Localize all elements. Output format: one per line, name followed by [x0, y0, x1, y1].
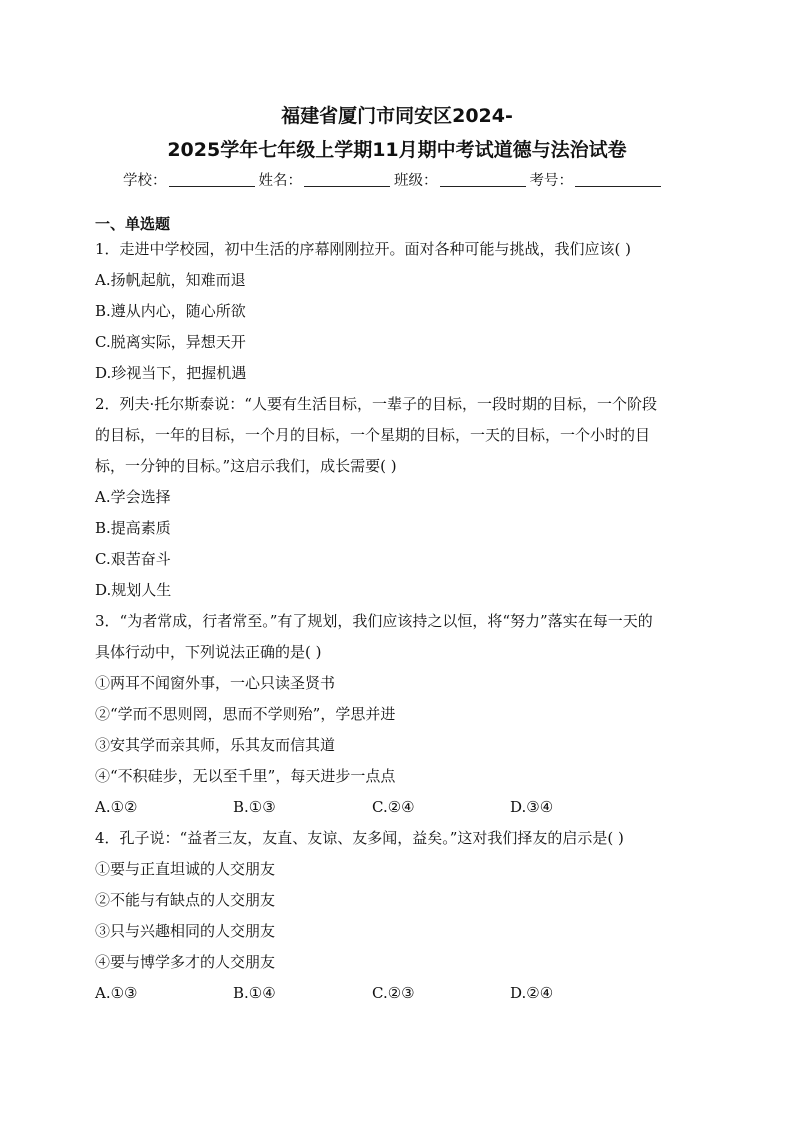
question-3-statement-4: ④“不积硅步，无以至千里”，每天进步一点点: [95, 767, 396, 785]
question-2-stem-line2: 的目标，一年的目标，一个月的目标，一个星期的目标，一天的目标，一个小时的目: [95, 426, 651, 444]
question-4-statement-4: ④要与博学多才的人交朋友: [95, 953, 276, 971]
class-blank[interactable]: [440, 172, 526, 187]
exam-number-label: 考号：: [529, 173, 573, 189]
question-3-option-a: A.①②: [95, 798, 138, 816]
question-3-stem-line1: 3．“为者常成，行者常至。”有了规划，我们应该持之以恒，将“努力”落实在每一天的: [95, 612, 653, 630]
question-4-option-c: C.②③: [372, 984, 415, 1002]
question-1-choice-c: C.脱离实际，异想天开: [95, 333, 246, 351]
question-1-stem: 1．走进中学校园，初中生活的序幕刚刚拉开。面对各种可能与挑战，我们应该( ): [95, 240, 632, 258]
question-3-option-d: D.③④: [510, 798, 554, 816]
class-label: 班级：: [394, 173, 438, 189]
question-4-statement-3: ③只与兴趣相同的人交朋友: [95, 922, 276, 940]
exam-number-blank[interactable]: [575, 172, 661, 187]
question-3-option-c: C.②④: [372, 798, 415, 816]
question-2-stem-line3: 标，一分钟的目标。”这启示我们，成长需要( ): [95, 457, 397, 475]
question-2-choice-d: D.规划人生: [95, 581, 172, 599]
question-1-choice-a: A.扬帆起航，知难而退: [95, 271, 246, 289]
question-2-choice-c: C.艰苦奋斗: [95, 550, 171, 568]
question-1-choice-d: D.珍视当下，把握机遇: [95, 364, 247, 382]
name-label: 姓名：: [258, 173, 302, 189]
question-2-choice-a: A.学会选择: [95, 488, 171, 506]
question-2-stem-line1: 2．列夫·托尔斯泰说：“人要有生活目标，一辈子的目标，一段时期的目标，一个阶段: [95, 395, 657, 413]
section-heading: 一、单选题: [95, 215, 171, 233]
exam-title-line1: 福建省厦门市同安区2024-: [281, 105, 513, 127]
question-4-option-b: B.①④: [233, 984, 276, 1002]
question-3-stem-line2: 具体行动中，下列说法正确的是( ): [95, 643, 322, 661]
question-1-choice-b: B.遵从内心，随心所欲: [95, 302, 246, 320]
question-3-statement-2: ②“学而不思则罔，思而不学则殆”，学思并进: [95, 705, 396, 723]
question-2-choice-b: B.提高素质: [95, 519, 171, 537]
question-4-statement-1: ①要与正直坦诚的人交朋友: [95, 860, 276, 878]
question-4-option-d: D.②④: [510, 984, 554, 1002]
question-3-statement-3: ③安其学而亲其师，乐其友而信其道: [95, 736, 336, 754]
question-4-stem: 4．孔子说：“益者三友，友直、友谅、友多闻，益矣。”这对我们择友的启示是( ): [95, 829, 624, 847]
question-3-statement-1: ①两耳不闻窗外事，一心只读圣贤书: [95, 674, 336, 692]
question-4-option-a: A.①③: [95, 984, 138, 1002]
school-label: 学校：: [123, 173, 167, 189]
student-info-row: [123, 170, 683, 192]
exam-title-line2: 2025学年七年级上学期11月期中考试道德与法治试卷: [167, 139, 627, 161]
name-blank[interactable]: [304, 172, 390, 187]
question-4-statement-2: ②不能与有缺点的人交朋友: [95, 891, 276, 909]
school-blank[interactable]: [169, 172, 255, 187]
question-3-option-b: B.①③: [233, 798, 276, 816]
